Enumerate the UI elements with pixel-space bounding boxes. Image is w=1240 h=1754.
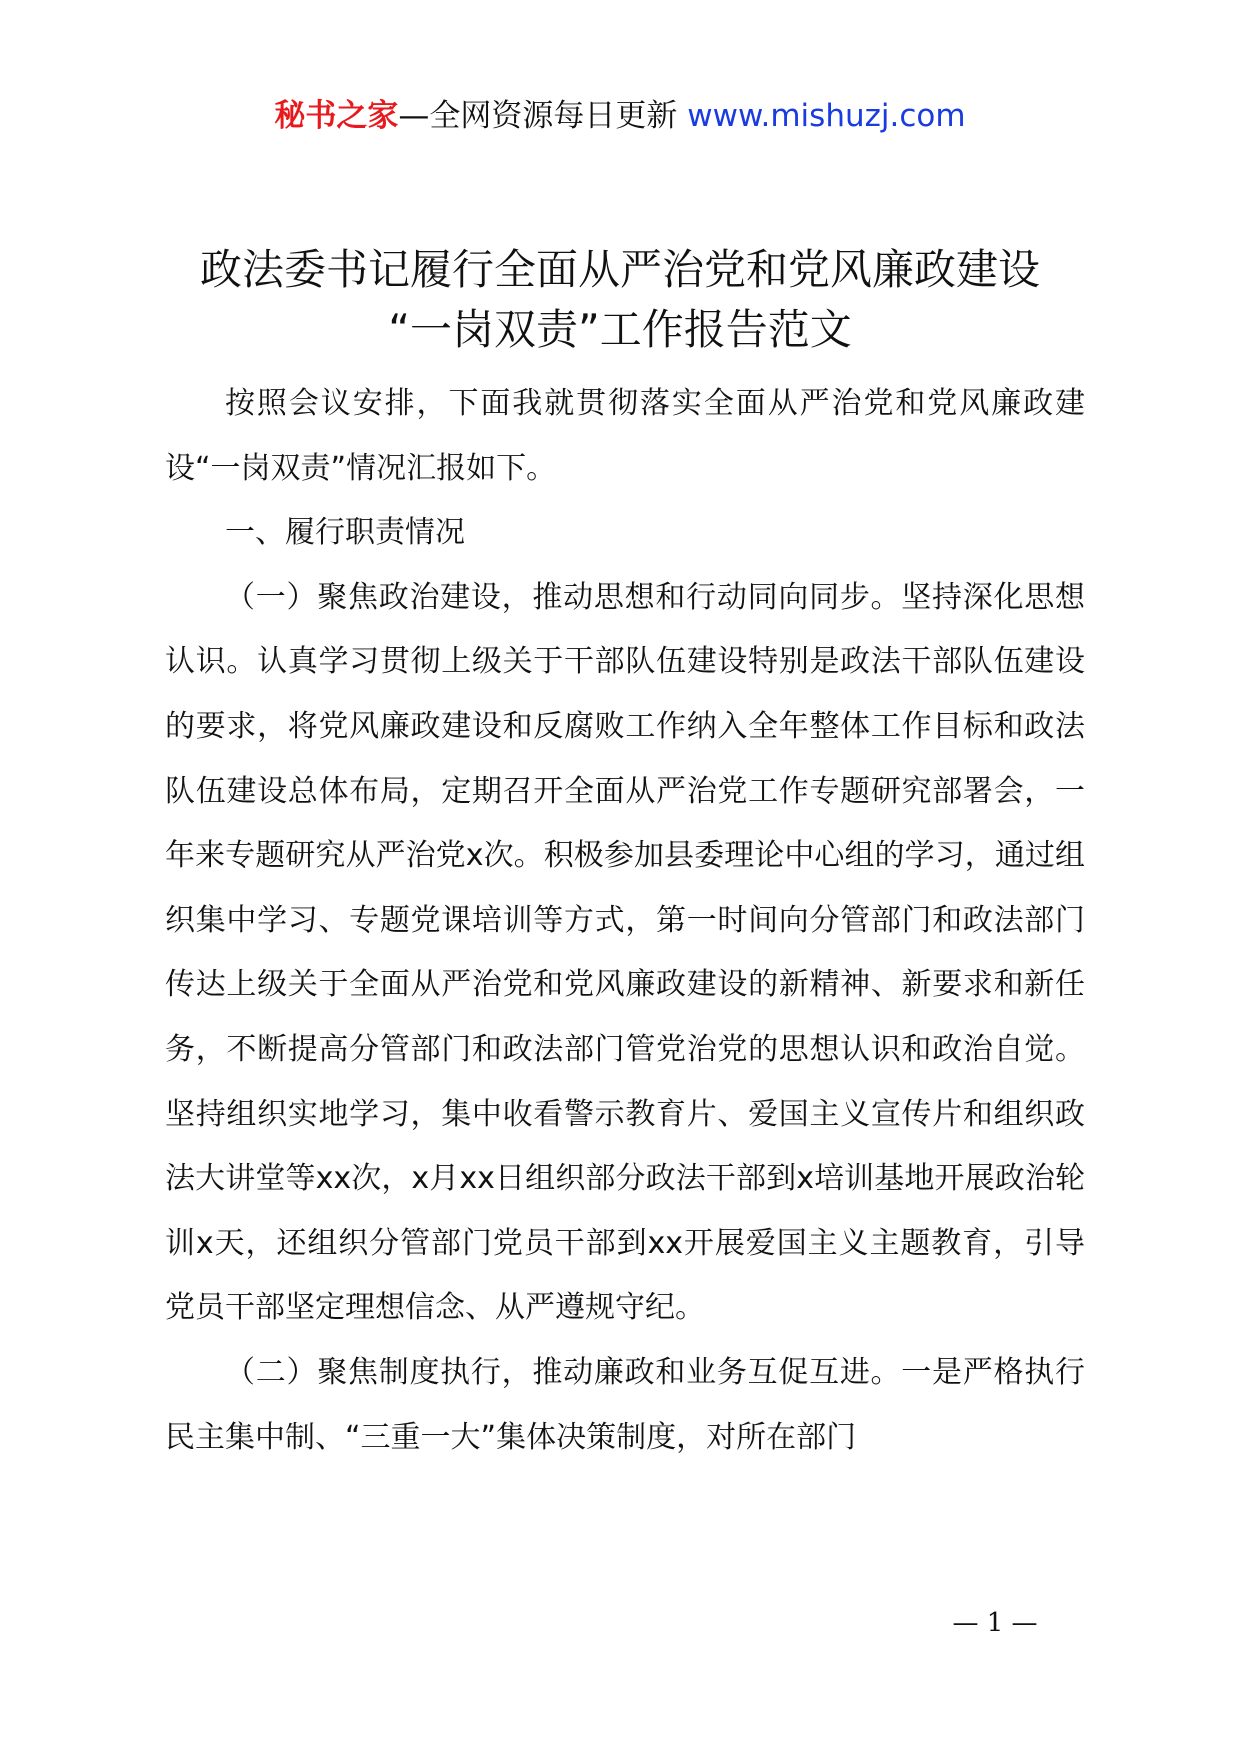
site-header-banner [0,96,1240,136]
site-url-link[interactable]: www.mishuzj.com [687,98,966,134]
document-title [160,240,1080,360]
page-number: — 1 — [952,1608,1038,1638]
body-paragraph-political-building: （一）聚焦政治建设，推动思想和行动同向同步。坚持深化思想认识。认真学习贯彻上级关于干部队伍建设特别是政法干部队伍建设的要求，将党风廉政建设和反腐败工作纳入全年整体工作目标和政法队伍建设总体布局，定期召开全面从严治党工作专题研究部署会，一年来专题研究从严治党x次。积极参加县委理论中心组的学习，通过组织集中学习、专题党课培训等方式，第一时间向分管部门和政法部门传达上级关于全面从严治党和党风廉政建设的新精神、新要求和新任务，不断提高分管部门和政法部门管党治党的思想认识和政治自觉。坚持组织实地学习，集中收看警示教育片、爱国主义宣传片和组织政法大讲堂等xx次，x月xx日组织部分政法干部到x培训基地开展政治轮训x天，还组织分管部门党员干部到xx开展爱国主义主题教育，引导党员干部坚定理想信念、从严遵规守纪。 [165,579,1085,1326]
document-body [165,372,1085,1470]
site-tagline: —全网资源每日更新 [398,98,688,134]
body-paragraph-system-execution: （二）聚焦制度执行，推动廉政和业务互促互进。一是严格执行民主集中制、“三重一大”集体决策制度，对所在部门 [165,1354,1085,1455]
section-heading-1: 一、履行职责情况 [225,515,465,551]
document-title-line-1: 政法委书记履行全面从严治党和党风廉政建设 [199,245,1040,294]
site-brand-name: 秘书之家 [274,98,399,134]
document-title-line-2: “一岗双责”工作报告范文 [388,305,852,354]
intro-paragraph: 按照会议安排，下面我就贯彻落实全面从严治党和党风廉政建设“一岗双责”情况汇报如下。 [165,386,1085,486]
